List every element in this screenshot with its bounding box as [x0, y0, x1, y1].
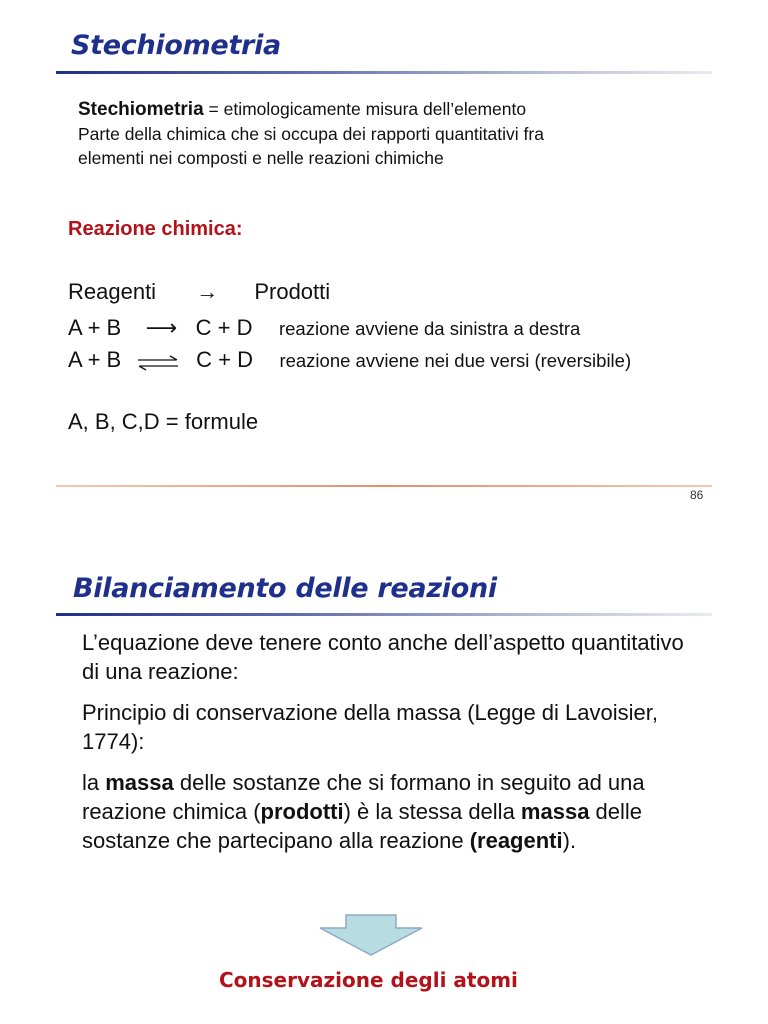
long-right-arrow-icon: ⟶: [145, 315, 178, 340]
definition-block: [78, 97, 718, 170]
paragraph-lavoisier: Principio di conservazione della massa (Legge di Lavoisier, 1774):: [82, 700, 658, 754]
reagents-label: Reagenti: [68, 279, 157, 304]
definition-term: Stechiometria: [78, 99, 204, 120]
slide-title: Bilanciamento delle reazioni: [73, 573, 497, 604]
definition-line-3: elementi nei composti e nelle reazioni chimiche: [78, 148, 444, 168]
down-arrow-icon: [318, 914, 424, 956]
section-heading: Reazione chimica:: [68, 218, 243, 240]
balancing-text: [82, 628, 702, 867]
general-reaction: [68, 279, 330, 305]
paragraph-mass: la massa delle sostanze che si formano in seguito ad una reazione chimica (prodotti) è la stessa della massa delle sostanze che partecipano alla reazione (reagenti).: [82, 770, 645, 853]
formulas-line: A, B, C,D = formule: [68, 409, 259, 434]
eq1-right: C + D: [195, 315, 253, 340]
equilibrium-arrows-icon: [136, 355, 180, 371]
eq2-left: A + B: [68, 347, 122, 372]
definition-line-1: Stechiometria = etimologicamente misura dell’elemento: [78, 99, 527, 120]
footer-divider: [56, 485, 712, 487]
conclusion-heading: Conservazione degli atomi: [219, 968, 518, 992]
eq1-left: A + B: [68, 315, 122, 340]
right-arrow-icon: →: [196, 279, 219, 304]
equation-irreversible: [68, 315, 580, 341]
paragraph-quantitative: L’equazione deve tenere conto anche dell’aspetto quantitativo di una reazione:: [82, 630, 684, 684]
title-underline: [56, 71, 712, 74]
slide-title: Stechiometria: [71, 30, 281, 61]
eq2-note: reazione avviene nei due versi (reversibile): [279, 350, 632, 371]
equation-reversible: [68, 347, 631, 373]
eq1-note: reazione avviene da sinistra a destra: [278, 318, 581, 339]
products-label: Prodotti: [254, 279, 331, 304]
eq2-right: C + D: [196, 347, 253, 372]
title-underline: [56, 613, 712, 616]
page-number: 86: [690, 488, 704, 502]
definition-line-2: Parte della chimica che si occupa dei rapporti quantitativi fra: [78, 124, 544, 144]
